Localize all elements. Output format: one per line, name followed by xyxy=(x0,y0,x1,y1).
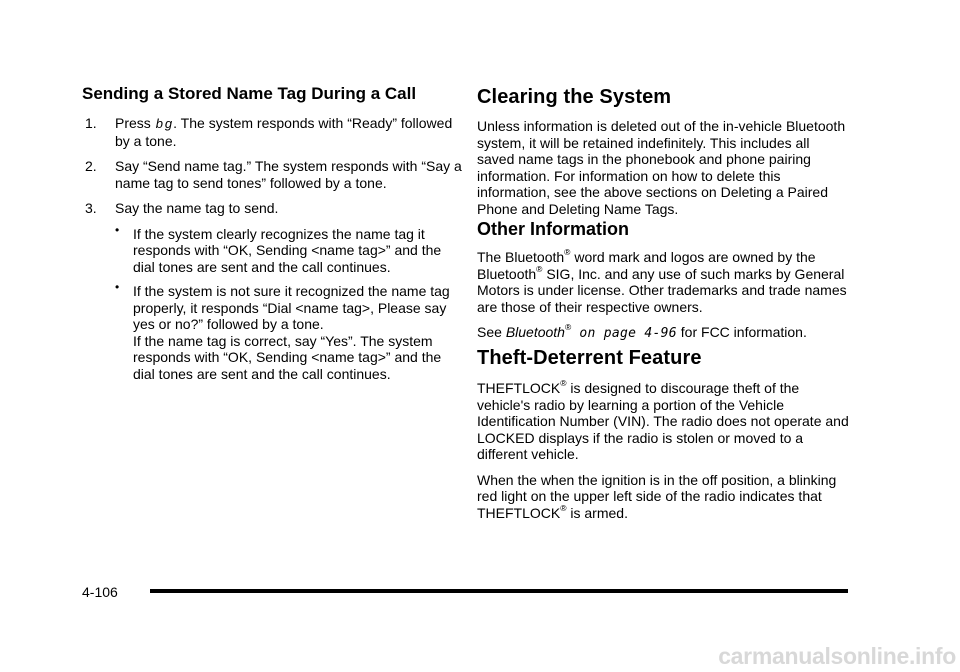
step-number: 1. xyxy=(85,115,97,131)
step-text: Say the name tag to send. xyxy=(115,200,279,216)
other-information-section xyxy=(477,219,849,343)
text-run: See xyxy=(477,324,506,340)
fcc-reference xyxy=(477,324,849,343)
text-run: SIG, Inc. and any use of such marks by General Motors is under license. Other trademarks and trade names are those of their respective owners. xyxy=(477,265,847,315)
step-number: 2. xyxy=(85,158,97,174)
voice-button-icon: g xyxy=(164,116,173,131)
watermark: carmanualsonline.info xyxy=(718,643,956,669)
footer-rule xyxy=(150,589,848,593)
theft-deterrent-body xyxy=(477,380,849,463)
step-number: 3. xyxy=(85,200,97,216)
bullet-item xyxy=(100,280,462,382)
text-run: THEFTLOCK xyxy=(477,380,561,396)
registered-mark: ® xyxy=(564,247,571,258)
step-2 xyxy=(82,158,462,191)
page-number: 4-106 xyxy=(82,584,118,600)
bluetooth-reference: Bluetooth xyxy=(505,324,565,340)
section-heading-clearing: Clearing the System xyxy=(477,86,672,108)
bullet-icon: • xyxy=(115,222,120,237)
section-heading-other-information: Other Information xyxy=(477,219,629,239)
clearing-body: Unless information is deleted out of the in-vehicle Bluetooth system, it will be retained indefinitely. This includes all saved name tags in the phonebook and phone pairing information. For information on how to delete this information, see the above sections on Deleting a Paired Phone and Deleting Name Tags. xyxy=(477,118,846,217)
page-reference-link[interactable]: on page 4-96 xyxy=(571,326,677,341)
text-run: is designed to discourage theft of the vehicle's radio by learning a portion of the Vehicle Identification Number (VIN). The radio does not operate and LOCKED displays if the radio is stolen or moved to a different vehicle. xyxy=(477,380,849,462)
step-text: Say “Send name tag.” The system responds with “Say a name tag to send tones” followed by a tone. xyxy=(115,158,462,191)
section-heading-theft-deterrent: Theft-Deterrent Feature xyxy=(477,347,702,369)
text-run: is armed. xyxy=(566,504,628,521)
text-run: The Bluetooth xyxy=(477,249,565,265)
clearing-section xyxy=(477,86,849,217)
bullet-text-continued: If the name tag is correct, say “Yes”. The system responds with “OK, Sending <name tag>” and the dial tones are sent and the call continues. xyxy=(133,332,442,382)
registered-mark: ® xyxy=(564,322,572,333)
step-1 xyxy=(82,115,462,149)
bullet-text: If the system is not sure it recognized the name tag properly, it responds “Dial <name tag>, Please say yes or no?” followed by a tone. xyxy=(133,283,450,332)
other-information-body xyxy=(477,249,849,315)
text-run: When the when the ignition is in the off position, a blinking red light on the upper left side of the radio indicates that THEFTLOCK xyxy=(477,471,837,521)
theft-indicator-body xyxy=(477,472,849,522)
steps-list xyxy=(82,115,462,382)
registered-mark: ® xyxy=(560,502,567,513)
bullet-text: If the system clearly recognizes the name tag it responds with “OK, Sending <name tag>” and the dial tones are sent and the call continues. xyxy=(133,225,442,275)
text-run: word mark and logos are owned by the Bluetooth xyxy=(477,249,816,282)
theft-deterrent-section xyxy=(477,347,849,521)
registered-mark: ® xyxy=(536,263,543,274)
text-run: for FCC information. xyxy=(676,324,807,340)
phone-button-icon: b xyxy=(155,116,163,131)
section-heading-sending-name-tag: Sending a Stored Name Tag During a Call xyxy=(82,84,417,103)
bullet-icon: • xyxy=(115,280,120,294)
step-text-post: . The system responds with “Ready” followed by a tone. xyxy=(115,115,453,149)
registered-mark: ® xyxy=(560,378,567,389)
step-3 xyxy=(82,200,462,217)
bullet-item xyxy=(100,222,462,276)
step-text-pre: Press xyxy=(115,115,155,131)
